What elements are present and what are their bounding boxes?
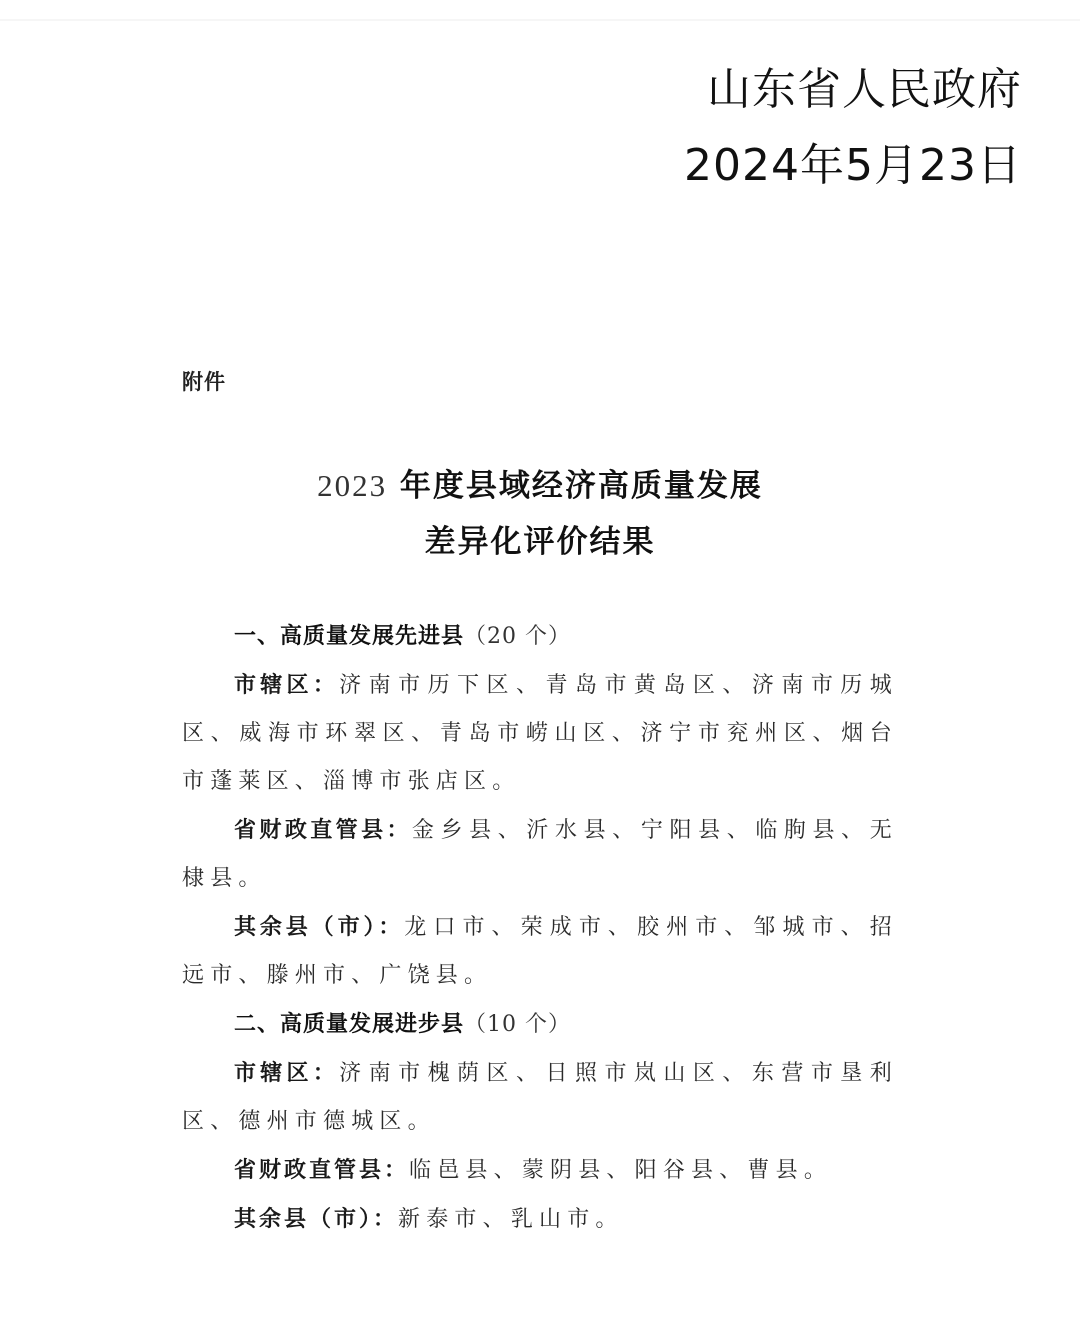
group-items: 济南市历下区、青岛市黄岛区、济南市历城区、威海市环翠区、青岛市崂山区、济宁市兖州区、烟台市蓬莱区、淄博市张店区。 <box>182 673 898 794</box>
issue-date: 2024年5月23日 <box>684 140 1022 191</box>
group-paragraph-direct-counties <box>182 806 898 903</box>
group-paragraph-direct-counties <box>182 1146 898 1195</box>
issuer-name: 山东省人民政府 <box>707 64 1022 115</box>
signature-block <box>684 52 1022 204</box>
group-label: 市辖区： <box>234 1060 340 1086</box>
title-year: 2023 <box>317 468 388 503</box>
group-items: 金乡县、沂水县、宁阳县、临朐县、无棣县。 <box>182 818 898 891</box>
group-label: 市辖区： <box>234 672 340 698</box>
section-heading-progress <box>182 1000 898 1049</box>
document-title <box>0 458 1080 570</box>
group-paragraph-other-counties <box>182 903 898 1000</box>
group-items: 济南市槐荫区、日照市岚山区、东营市垦利区、德州市德城区。 <box>182 1061 898 1134</box>
section-count: （20 个） <box>464 624 572 649</box>
section-heading-advanced <box>182 612 898 661</box>
section-title: 一、高质量发展先进县 <box>234 623 465 649</box>
group-label: 其余县（市）： <box>234 914 405 940</box>
title-line-1-text: 年度县域经济高质量发展 <box>387 468 763 504</box>
title-line-2: 差异化评价结果 <box>424 524 656 560</box>
group-paragraph-other-counties <box>182 1195 898 1244</box>
group-label: 省财政直管县： <box>234 817 412 843</box>
group-label: 其余县（市）： <box>234 1206 399 1232</box>
top-divider <box>0 19 1080 21</box>
group-items: 新泰市、乳山市。 <box>398 1207 624 1232</box>
attachment-label: 附件 <box>182 370 226 394</box>
section-title: 二、高质量发展进步县 <box>234 1011 465 1037</box>
title-line-1 <box>0 458 1080 514</box>
group-paragraph-districts <box>182 1049 898 1146</box>
group-label: 省财政直管县： <box>234 1157 410 1183</box>
section-count: （10 个） <box>464 1012 572 1037</box>
group-paragraph-districts <box>182 661 898 806</box>
document-body <box>182 612 898 1244</box>
group-items: 龙口市、荣成市、胶州市、邹城市、招远市、滕州市、广饶县。 <box>182 915 898 988</box>
group-items: 临邑县、蒙阴县、阳谷县、曹县。 <box>409 1158 833 1183</box>
